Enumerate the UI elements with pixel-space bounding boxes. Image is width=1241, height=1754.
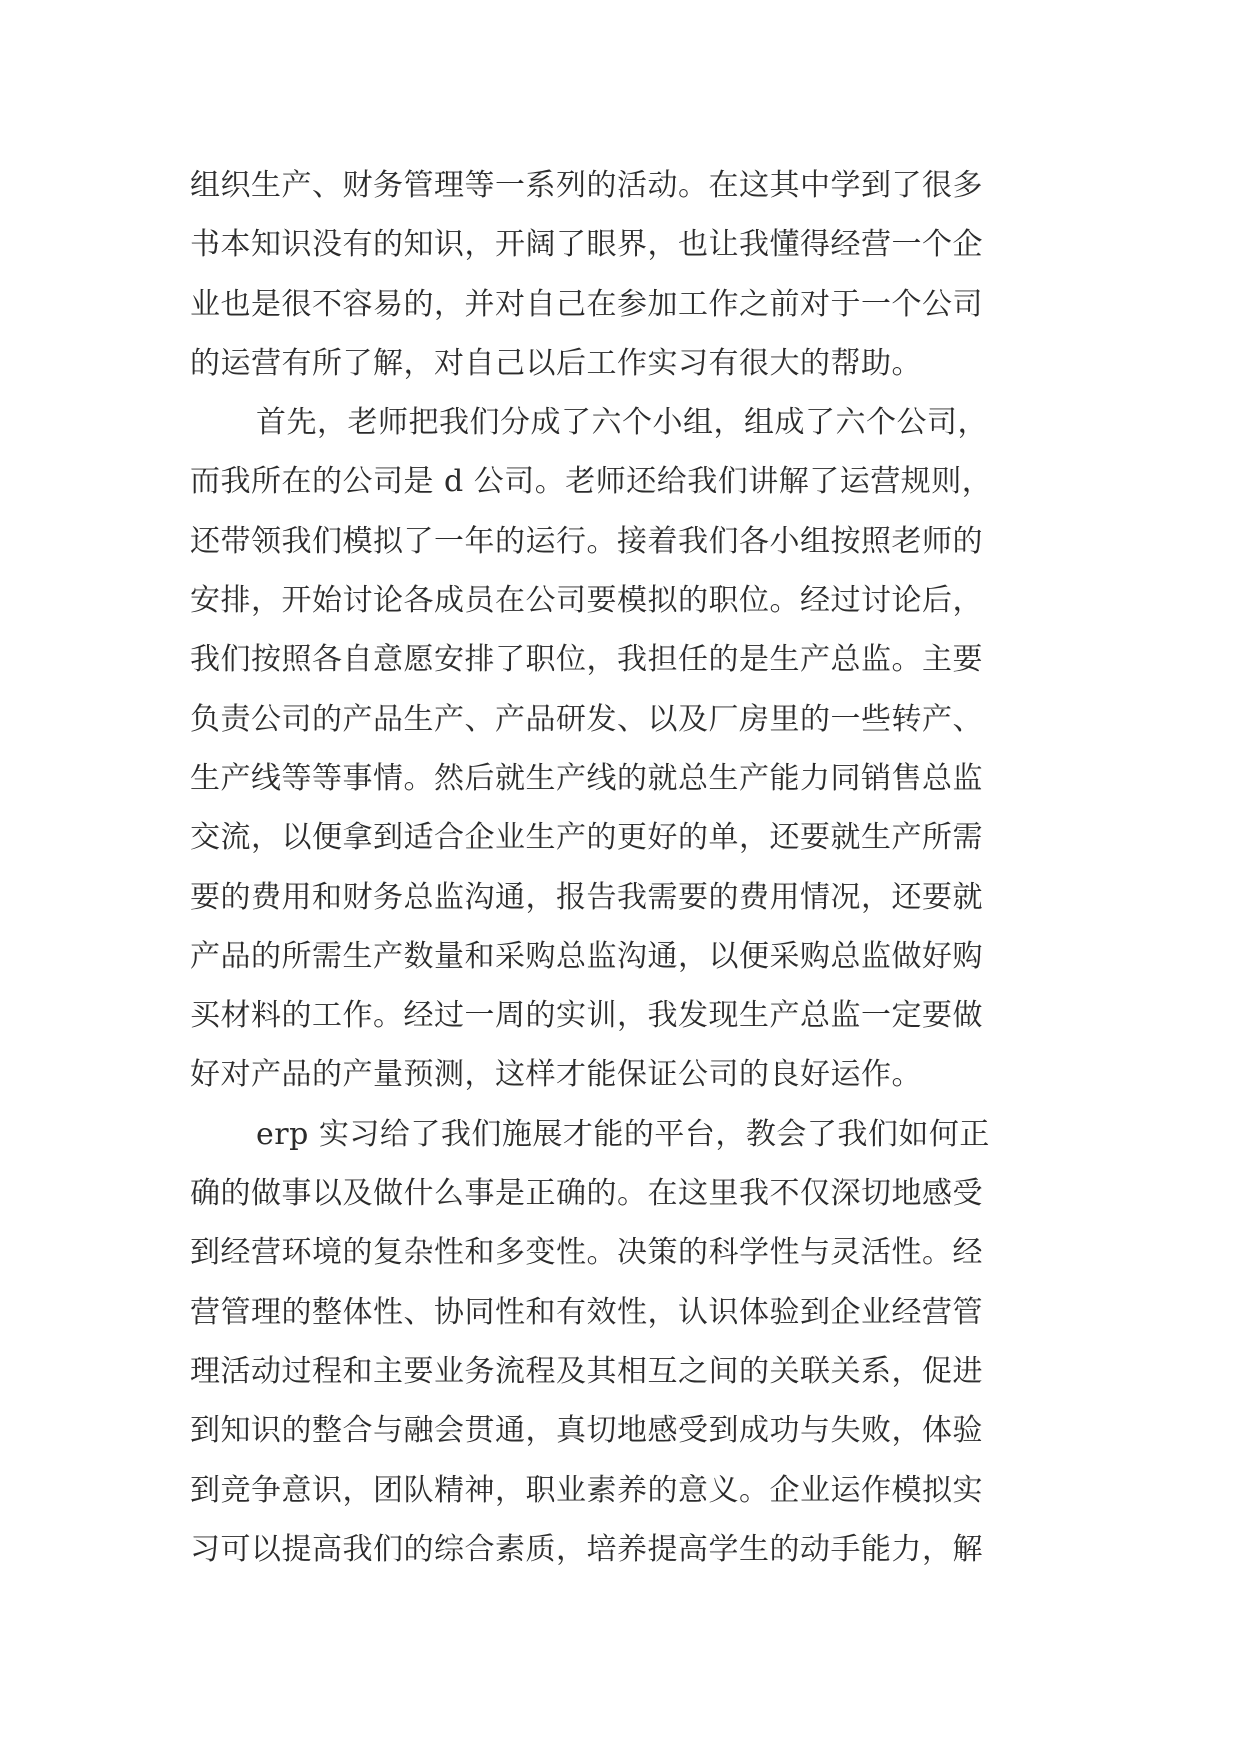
text-line: 买材料的工作。经过一周的实训，我发现生产总监一定要做	[190, 998, 983, 1034]
text-line: 确的做事以及做什么事是正确的。在这里我不仅深切地感受	[190, 1176, 983, 1212]
paragraph-first-line: erp 实习给了我们施展才能的平台，教会了我们如何正	[256, 1116, 990, 1152]
text-line: 理活动过程和主要业务流程及其相互之间的关联关系，促进	[190, 1353, 983, 1389]
text-line: 到竞争意识，团队精神，职业素养的意义。企业运作模拟实	[190, 1472, 983, 1508]
text-line: 我们按照各自意愿安排了职位，我担任的是生产总监。主要	[190, 642, 983, 678]
text-line: 业也是很不容易的，并对自己在参加工作之前对于一个公司	[190, 286, 983, 322]
text-line: 到知识的整合与融会贯通，真切地感受到成功与失败，体验	[190, 1413, 983, 1449]
text-line: 交流，以便拿到适合企业生产的更好的单，还要就生产所需	[190, 820, 983, 856]
text-line: 的运营有所了解，对自己以后工作实习有很大的帮助。	[190, 345, 922, 381]
text-line: 负责公司的产品生产、产品研发、以及厂房里的一些转产、	[190, 701, 983, 737]
text-line: 好对产品的产量预测，这样才能保证公司的良好运作。	[190, 1057, 922, 1093]
text-line: 组织生产、财务管理等一系列的活动。在这其中学到了很多	[190, 168, 983, 203]
text-line: 营管理的整体性、协同性和有效性，认识体验到企业经营管	[190, 1294, 983, 1330]
text-line: 产品的所需生产数量和采购总监沟通，以便采购总监做好购	[190, 938, 983, 974]
text-line: 到经营环境的复杂性和多变性。决策的科学性与灵活性。经	[190, 1235, 983, 1271]
text-line: 还带领我们模拟了一年的运行。接着我们各小组按照老师的	[190, 523, 983, 559]
text-line: 安排，开始讨论各成员在公司要模拟的职位。经过讨论后，	[190, 583, 983, 619]
text-line: 生产线等等事情。然后就生产线的就总生产能力同销售总监	[190, 760, 983, 796]
text-line: 书本知识没有的知识，开阔了眼界，也让我懂得经营一个企	[190, 227, 983, 263]
paragraph-first-line: 首先，老师把我们分成了六个小组，组成了六个公司，	[256, 405, 988, 441]
text-line: 而我所在的公司是 d 公司。老师还给我们讲解了运营规则，	[190, 464, 993, 500]
text-line: 习可以提高我们的综合素质，培养提高学生的动手能力，解	[190, 1531, 983, 1567]
body-text	[190, 156, 1070, 1579]
text-line: 要的费用和财务总监沟通，报告我需要的费用情况，还要就	[190, 879, 983, 915]
